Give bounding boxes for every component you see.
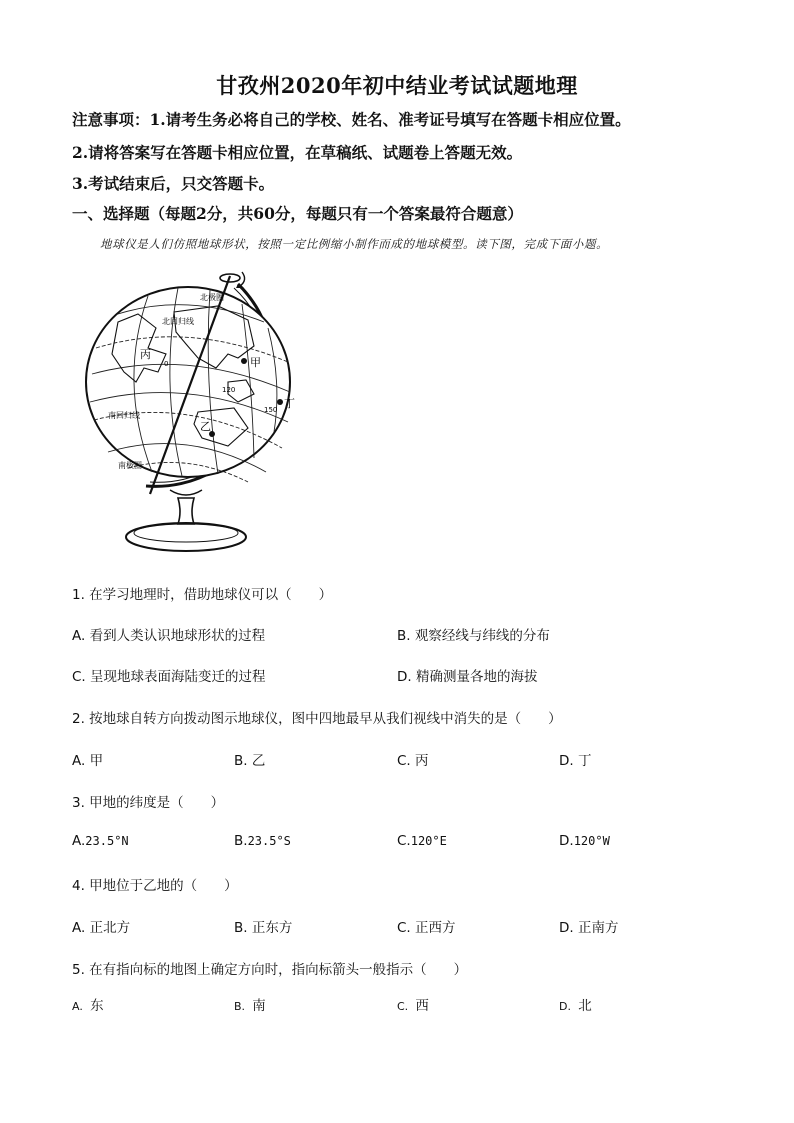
question-4-stem: 4. 甲地位于乙地的（ ） xyxy=(72,878,238,894)
question-3-option-c[interactable]: C.120°E xyxy=(397,833,447,849)
exam-title: 甘孜州2020年初中结业考试试题地理 xyxy=(216,73,578,98)
question-5-option-d[interactable]: D. 北 xyxy=(559,998,592,1014)
svg-text:乙: 乙 xyxy=(200,420,211,433)
question-2-option-d[interactable]: D. 丁 xyxy=(559,753,592,769)
question-2-option-a[interactable]: A. 甲 xyxy=(72,753,104,769)
label-lon-0: 0 xyxy=(164,360,169,368)
point-ding xyxy=(277,399,283,405)
label-lon-150: 150 xyxy=(264,406,278,414)
question-3-option-a[interactable]: A.23.5°N xyxy=(72,833,129,849)
question-2-option-b[interactable]: B. 乙 xyxy=(234,753,266,769)
question-5-option-b[interactable]: B. 南 xyxy=(234,998,266,1014)
notice-line-3: 3.考试结束后，只交答题卡。 xyxy=(72,174,275,193)
question-1-stem: 1. 在学习地理时，借助地球仪可以（ ） xyxy=(72,587,333,603)
question-4-option-c[interactable]: C. 正西方 xyxy=(397,920,456,936)
globe-stand xyxy=(178,498,194,524)
question-intro: 地球仪是人们仿照地球形状，按照一定比例缩小制作而成的地球模型。读下图，完成下面小题。 xyxy=(100,237,609,251)
question-3-option-d[interactable]: D.120°W xyxy=(559,833,610,849)
question-3-stem: 3. 甲地的纬度是（ ） xyxy=(72,795,225,811)
question-2-option-c[interactable]: C. 丙 xyxy=(397,753,429,769)
question-4-option-a[interactable]: A. 正北方 xyxy=(72,920,131,936)
question-4-option-b[interactable]: B. 正东方 xyxy=(234,920,293,936)
label-north-polar: 北极圈 xyxy=(200,293,224,302)
question-5-option-c[interactable]: C. 西 xyxy=(397,998,429,1014)
svg-text:甲: 甲 xyxy=(250,356,261,369)
question-1-option-d[interactable]: D. 精确测量各地的海拔 xyxy=(397,669,538,685)
question-1-option-b[interactable]: B. 观察经线与纬线的分布 xyxy=(397,628,550,644)
point-bing: 丙 xyxy=(140,348,151,361)
globe-sphere xyxy=(86,287,290,477)
point-jia xyxy=(241,358,247,364)
question-4-option-d[interactable]: D. 正南方 xyxy=(559,920,619,936)
svg-text:丁: 丁 xyxy=(284,397,295,410)
label-south-polar: 南极圈 xyxy=(118,461,142,470)
question-5-stem: 5. 在有指向标的地图上确定方向时，指向标箭头一般指示（ ） xyxy=(72,962,468,978)
question-1-option-a[interactable]: A. 看到人类认识地球形状的过程 xyxy=(72,628,266,644)
label-tropic-cancer: 北回归线 xyxy=(162,317,194,326)
question-2-stem: 2. 按地球自转方向拨动图示地球仪，图中四地最早从我们视线中消失的是（ ） xyxy=(72,711,562,727)
question-3-option-b[interactable]: B.23.5°S xyxy=(234,833,291,849)
globe-figure xyxy=(78,262,318,562)
notice-line-2: 2.请将答案写在答题卡相应位置，在草稿纸、试题卷上答题无效。 xyxy=(72,143,523,162)
question-5-option-a[interactable]: A. 东 xyxy=(72,998,104,1014)
label-lon-120: 120 xyxy=(222,386,236,394)
label-tropic-capricorn: 南回归线 xyxy=(108,411,140,420)
section-title: 一、选择题（每题2分，共60分，每题只有一个答案最符合题意） xyxy=(72,204,523,223)
question-1-option-c[interactable]: C. 呈现地球表面海陆变迁的过程 xyxy=(72,669,266,685)
notice-line-1: 注意事项：1.请考生务必将自己的学校、姓名、准考证号填写在答题卡相应位置。 xyxy=(72,110,631,129)
